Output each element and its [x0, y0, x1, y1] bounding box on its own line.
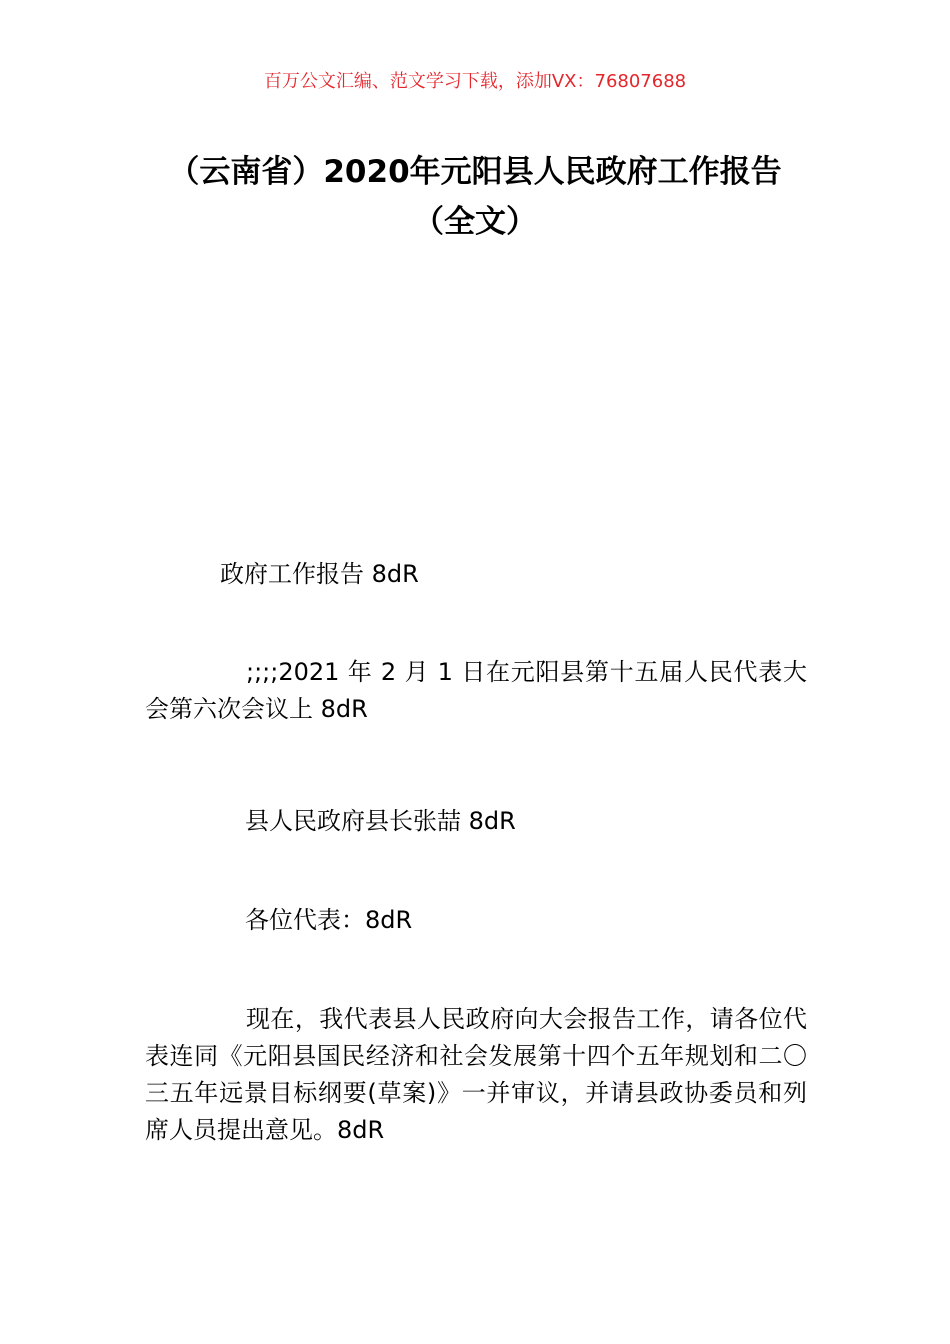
paragraph-salutation: 各位代表：8dR: [245, 906, 413, 934]
header-note: 百万公文汇编、范文学习下载，添加VX：76807688: [263, 71, 687, 92]
paragraph-meeting-date: ;;;;2021 年 2 月 1 日在元阳县第十五届人民代表大会第六次会议上 8dR: [145, 658, 807, 723]
paragraph-report-heading: 政府工作报告 8dR: [220, 560, 419, 588]
document-title: （云南省）2020年元阳县人民政府工作报告（全文）: [168, 154, 782, 240]
paragraph-speaker: 县人民政府县长张喆 8dR: [245, 807, 516, 835]
paragraph-opening: 现在，我代表县人民政府向大会报告工作，请各位代表连同《元阳县国民经济和社会发展第十四个五年规划和二〇三五年远景目标纲要(草案)》一并审议，并请县政协委员和列席人员提出意见。8dR: [145, 1005, 807, 1144]
